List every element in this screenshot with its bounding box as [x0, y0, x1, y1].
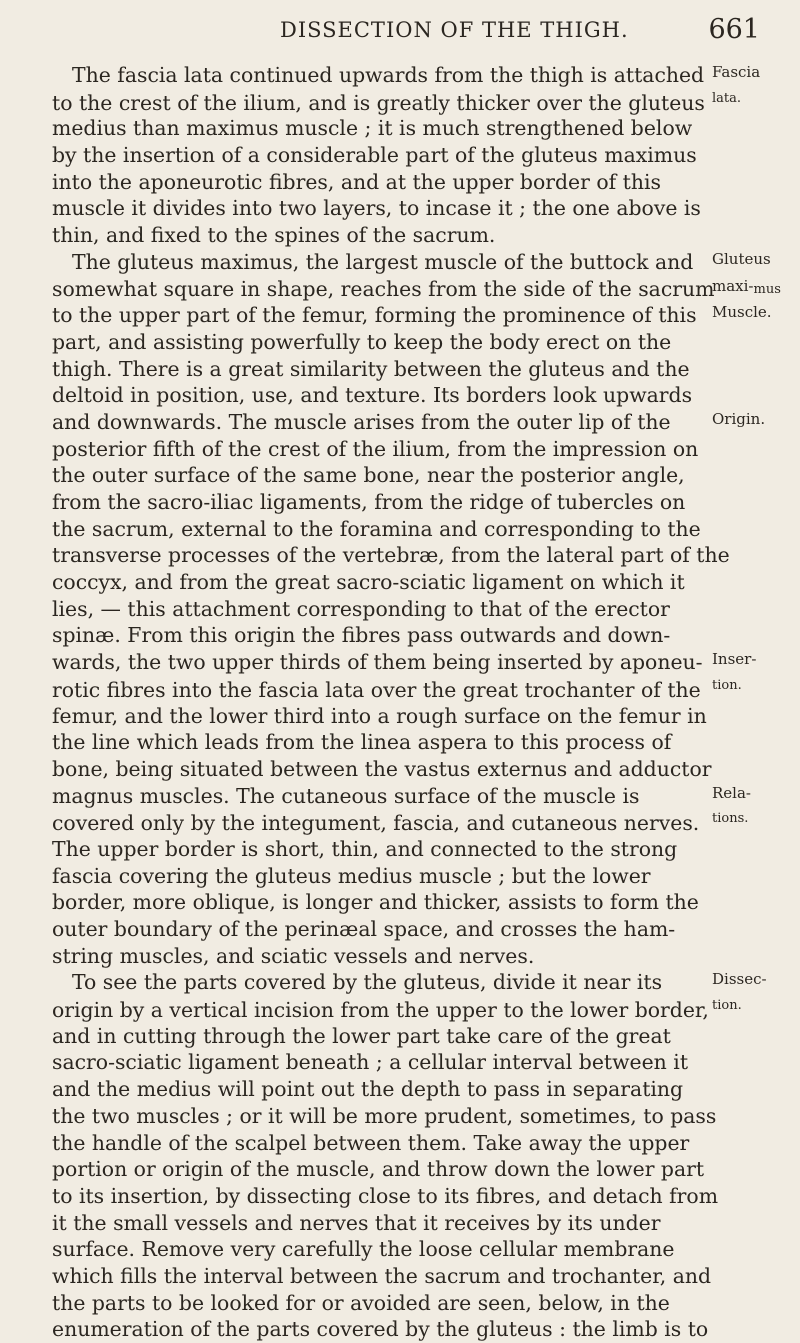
text-line: [52, 462, 772, 489]
page-number: 661: [708, 14, 760, 45]
line-text: and the medius will point out the depth to pass in separating: [52, 1077, 684, 1102]
line-text: fascia covering the gluteus medius muscle ; but the lower: [52, 863, 651, 888]
text-line: [52, 115, 772, 142]
line-text: origin by a vertical incision from the upper to the lower border,: [52, 998, 709, 1023]
line-text: rotic fibres into the fascia lata over the great trochanter of the: [52, 677, 701, 702]
line-text: covered only by the integument, fascia, and cutaneous nerves.: [52, 811, 700, 836]
text-line: [52, 703, 772, 730]
text-line: [52, 1183, 772, 1210]
text-line: [52, 1316, 772, 1343]
text-line: [52, 276, 781, 303]
line-text: femur, and the lower third into a rough surface on the femur in: [52, 703, 707, 728]
text-line: [52, 809, 772, 836]
line-text: magnus muscles. The cutaneous surface of the muscle is: [52, 783, 640, 808]
line-text: lies, — this attachment corresponding to that of the erector: [52, 596, 670, 621]
text-line: [52, 596, 772, 623]
text-line: [52, 836, 772, 863]
text-line: [52, 436, 772, 463]
line-text: the parts to be looked for or avoided are seen, below, in the: [52, 1290, 670, 1315]
text-line: [52, 1263, 772, 1290]
line-text: To see the parts covered by the gluteus, divide it near its: [72, 970, 663, 995]
text-line: [52, 1130, 772, 1157]
text-line: [52, 489, 772, 516]
text-line: [52, 542, 772, 569]
text-line: [52, 1103, 772, 1130]
text-line: [52, 863, 772, 890]
text-line: [52, 1023, 772, 1050]
line-text: surface. Remove very carefully the loose cellular membrane: [52, 1237, 675, 1262]
line-text: transverse processes of the vertebræ, from the lateral part of the: [52, 543, 730, 568]
text-line: [52, 222, 772, 249]
line-text: portion or origin of the muscle, and throw down the lower part: [52, 1157, 705, 1182]
margin-note: Dissec-: [712, 970, 767, 989]
margin-note: tion.: [712, 998, 742, 1014]
running-title: DISSECTION OF THE THIGH.: [280, 18, 629, 42]
line-text: outer boundary of the perinæal space, and crosses the ham-: [52, 917, 676, 941]
margin-note: Fascia: [712, 63, 761, 81]
margin-note: maxi-: [712, 276, 754, 295]
line-text: spinæ. From this origin the fibres pass outwards and down-: [52, 623, 671, 648]
page-header: [0, 14, 800, 58]
text-line: [52, 249, 772, 276]
line-text: to its insertion, by dissecting close to its fibres, and detach from: [52, 1183, 719, 1208]
text-line: [52, 1210, 772, 1237]
line-text: it the small vessels and nerves that it receives by its under: [52, 1210, 661, 1235]
text-line: [52, 889, 772, 916]
text-line: [52, 729, 772, 756]
line-text: somewhat square in shape, reaches from the side of the sacrum: [52, 276, 715, 301]
text-line: [52, 676, 772, 703]
text-line: [52, 1049, 772, 1076]
line-text: and downwards. The muscle arises from the outer lip of the: [52, 409, 671, 434]
line-text: by the insertion of a considerable part of the gluteus maximus: [52, 143, 697, 168]
text-line: [52, 62, 772, 89]
margin-note-stack: mus: [753, 281, 781, 297]
line-text: part, and assisting powerfully to keep the body erect on the: [52, 329, 672, 354]
line-text: into the aponeurotic fibres, and at the upper border of this: [52, 169, 661, 194]
text-line: [52, 409, 772, 436]
text-line: [52, 916, 772, 943]
text-line: [52, 969, 772, 996]
line-text: medius than maximus muscle ; it is much strengthened below: [52, 116, 693, 141]
line-text: the two muscles ; or it will be more prudent, sometimes, to pass: [52, 1103, 717, 1128]
line-text: the sacrum, external to the foramina and corresponding to the: [52, 516, 701, 541]
text-line: [52, 516, 772, 543]
line-text: thigh. There is a great similarity between the gluteus and the: [52, 356, 690, 381]
line-text: The gluteus maximus, the largest muscle of the buttock and: [72, 249, 694, 274]
line-text: string muscles, and sciatic vessels and nerves.: [52, 943, 535, 968]
margin-note: lata.: [712, 90, 742, 106]
text-line: [52, 329, 772, 356]
line-text: bone, being situated between the vastus externus and adductor: [52, 756, 712, 781]
text-line: [52, 622, 772, 649]
text-line: [52, 356, 772, 383]
body-text: [52, 62, 781, 1343]
text-line: [52, 142, 772, 169]
text-line: [52, 169, 772, 196]
margin-note: Rela-: [712, 783, 751, 802]
margin-note: Inser-: [712, 650, 757, 669]
text-line: [52, 382, 772, 409]
text-line: [52, 1236, 772, 1263]
line-text: border, more oblique, is longer and thicker, assists to form the: [52, 890, 699, 915]
text-line: [52, 302, 772, 329]
line-text: thin, and fixed to the spines of the sacrum.: [52, 223, 496, 248]
line-text: from the sacro-iliac ligaments, from the ridge of tubercles on: [52, 490, 686, 514]
line-text: to the crest of the ilium, and is greatly thicker over the gluteus: [52, 90, 705, 115]
line-text: posterior fifth of the crest of the ilium, from the impression on: [52, 436, 699, 461]
text-line: [52, 649, 772, 676]
line-text: enumeration of the parts covered by the gluteus : the limb is to: [52, 1317, 709, 1342]
text-line: [52, 569, 772, 596]
margin-note: Muscle.: [712, 303, 772, 322]
line-text: the line which leads from the linea aspera to this process of: [52, 730, 672, 755]
line-text: to the upper part of the femur, forming the prominence of this: [52, 303, 697, 328]
line-text: coccyx, and from the great sacro-sciatic ligament on which it: [52, 570, 685, 595]
text-line: [52, 1076, 772, 1103]
text-line: [52, 195, 772, 222]
margin-note: tions.: [712, 811, 749, 827]
line-text: and in cutting through the lower part take care of the great: [52, 1023, 671, 1048]
text-line: [52, 1156, 772, 1183]
line-text: which fills the interval between the sacrum and trochanter, and: [52, 1263, 712, 1288]
line-text: sacro-sciatic ligament beneath ; a cellular interval between it: [52, 1050, 689, 1075]
line-text: The fascia lata continued upwards from the thigh is attached: [72, 63, 705, 87]
line-text: wards, the two upper thirds of them being inserted by aponeu-: [52, 650, 703, 675]
text-line: [52, 756, 772, 783]
line-text: muscle it divides into two layers, to incase it ; the one above is: [52, 196, 701, 221]
margin-note: Origin.: [712, 409, 766, 428]
text-line: [52, 783, 772, 810]
text-line: [52, 89, 772, 116]
line-text: deltoid in position, use, and texture. Its borders look upwards: [52, 383, 693, 408]
line-text: the handle of the scalpel between them. Take away the upper: [52, 1130, 690, 1155]
margin-note: Gluteus: [712, 249, 771, 268]
text-line: [52, 943, 772, 970]
margin-note: tion.: [712, 677, 742, 693]
line-text: the outer surface of the same bone, near the posterior angle,: [52, 463, 685, 488]
line-text: The upper border is short, thin, and connected to the strong: [52, 836, 678, 861]
text-line: [52, 996, 772, 1023]
text-line: [52, 1290, 772, 1317]
